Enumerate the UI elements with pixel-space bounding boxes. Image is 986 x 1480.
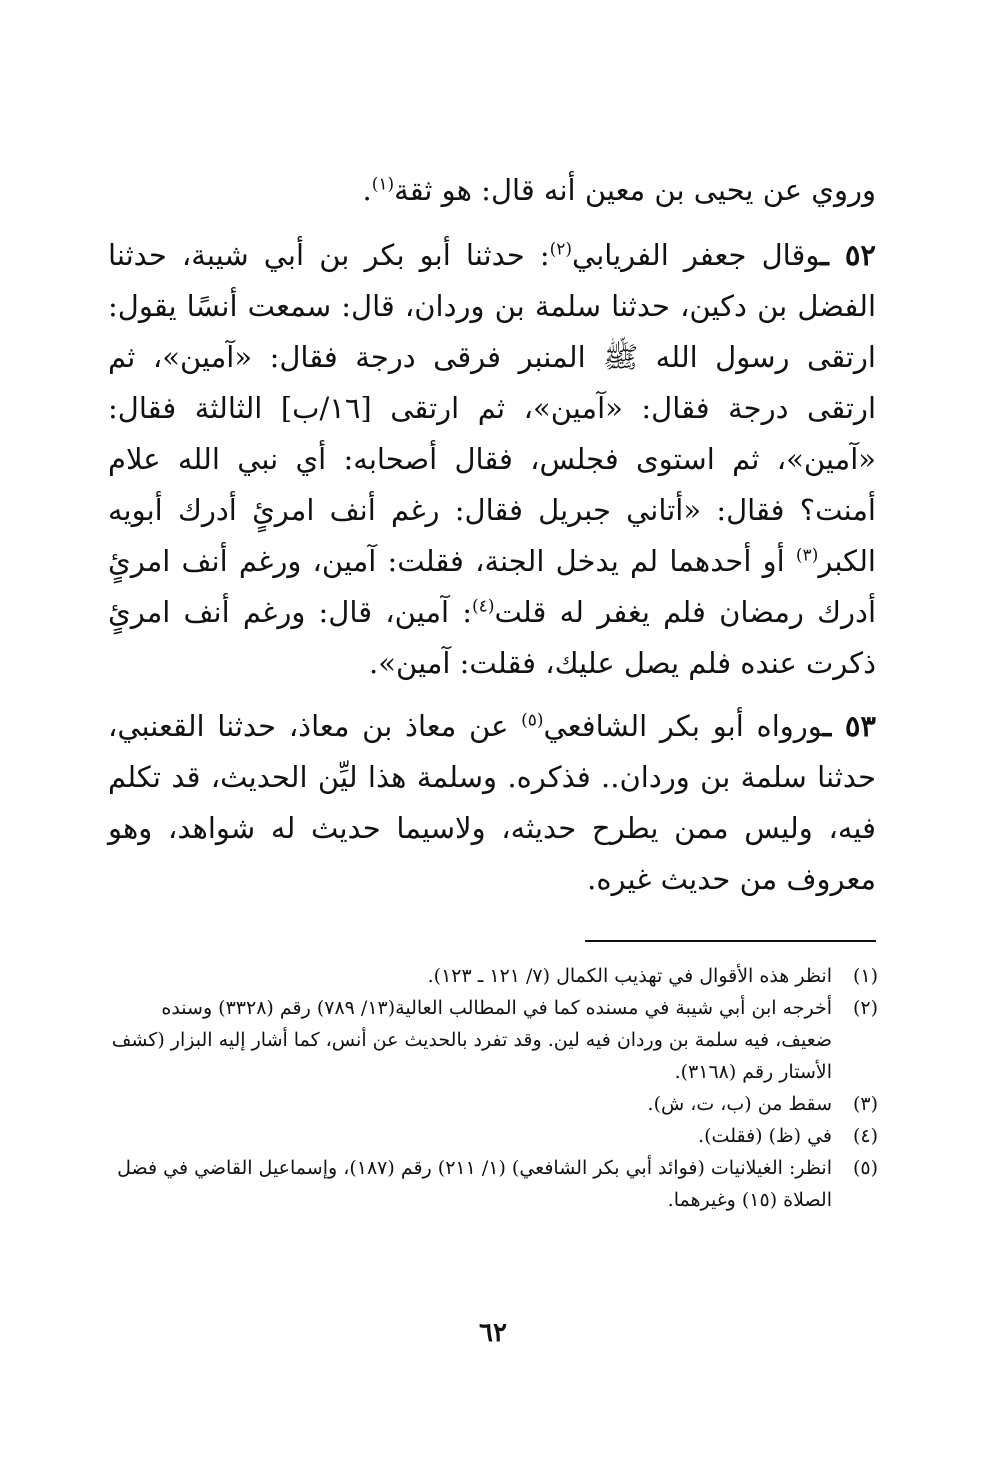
- paragraph-52-part-c: أو أحدهما لم يدخل الجنة، فقلت: آمين، ورغم أنف امرئٍ أدرك رمضان فلم يغفر له قلت: [108, 544, 876, 629]
- footnote-text: انظر هذه الأقوال في تهذيب الكمال (٧/ ١٢١ ـ ١٢٣).: [427, 965, 832, 987]
- hadith-number-52: ٥٢ ـ: [820, 238, 876, 272]
- footnote-number: (٤): [852, 1125, 878, 1147]
- paragraph-52-part-a: وقال جعفر الفريابي: [572, 238, 821, 272]
- footnote-ref-5: (٥): [521, 710, 544, 731]
- footnote-ref-2: (٢): [549, 239, 573, 260]
- main-text: [108, 165, 876, 917]
- paragraph-1: [108, 165, 876, 216]
- paragraph-52-part-b: : حدثنا أبو بكر بن أبي شيبة، حدثنا الفضل بن دكين، حدثنا سلمة بن وردان، قال: سمعت أنسًا يقول: ارتقى رسول الله ﷺ المنبر فرقى درجة فقال: «آمين»، ثم ارتقى درجة فقال: «آمين»، ثم ارتقى [١٦/ب] الثالثة فقال: «آمين»، ثم استوى فجلس، فقال أصحابه: أي نبي الله علام أمنت؟ فقال: «أتاني جبريل فقال: رغم أنف امرئٍ أدرك أبويه الكبر: [108, 238, 876, 578]
- paragraph-52: [108, 230, 876, 689]
- footnote-text: في (ظ) (فقلت).: [698, 1125, 832, 1147]
- footnotes: [108, 960, 878, 1216]
- paragraph-1-end: .: [362, 173, 372, 207]
- footnote-text: أخرجه ابن أبي شيبة في مسنده كما في المطالب العالية(١٣/ ٧٨٩) رقم (٣٣٢٨) وسنده ضعيف، فيه سلمة بن وردان فيه لين. وقد تفرد بالحديث عن أنس، كما أشار إليه البزار (كشف الأستار رقم (٣١٦٨).: [111, 997, 832, 1083]
- footnote-3: [108, 1088, 878, 1120]
- footnote-2: [108, 992, 878, 1088]
- paragraph-52-part-d: : آمين، قال: ورغم أنف امرئٍ ذكرت عنده فلم يصل عليك، فقلت: آمين».: [108, 595, 876, 680]
- footnote-separator: [585, 940, 876, 942]
- footnote-4: [108, 1120, 878, 1152]
- footnote-ref-1: (١): [371, 174, 395, 195]
- footnote-ref-4: (٤): [472, 596, 495, 617]
- paragraph-53-part-a: ورواه أبو بكر الشافعي: [543, 709, 823, 743]
- footnote-1: [108, 960, 878, 992]
- footnote-number: (٣): [852, 1093, 878, 1115]
- footnote-5: [108, 1152, 878, 1216]
- footnote-text: انظر: الغيلانيات (فوائد أبي بكر الشافعي) (١/ ٢١١) رقم (١٨٧)، وإسماعيل القاضي في فضل الصلاة (١٥) وغيرهما.: [117, 1157, 832, 1211]
- paragraph-53-part-b: عن معاذ بن معاذ، حدثنا القعنبي، حدثنا سلمة بن وردان.. فذكره. وسلمة هذا ليِّن الحديث، قد تكلم فيه، وليس ممن يطرح حديثه، ولاسيما حديث له شواهد، وهو معروف من حديث غيره.: [108, 709, 876, 896]
- footnote-ref-3: (٣): [795, 545, 819, 566]
- footnote-number: (١): [852, 965, 878, 987]
- paragraph-1-text: وروي عن يحيى بن معين أنه قال: هو ثقة: [394, 173, 876, 207]
- page-number: ٦٢: [479, 1318, 507, 1348]
- footnote-text: سقط من (ب، ت، ش).: [647, 1093, 832, 1115]
- footnote-number: (٢): [852, 997, 878, 1019]
- paragraph-53: [108, 701, 876, 905]
- hadith-number-53: ٥٣ ـ: [822, 709, 877, 743]
- footnote-number: (٥): [852, 1157, 878, 1179]
